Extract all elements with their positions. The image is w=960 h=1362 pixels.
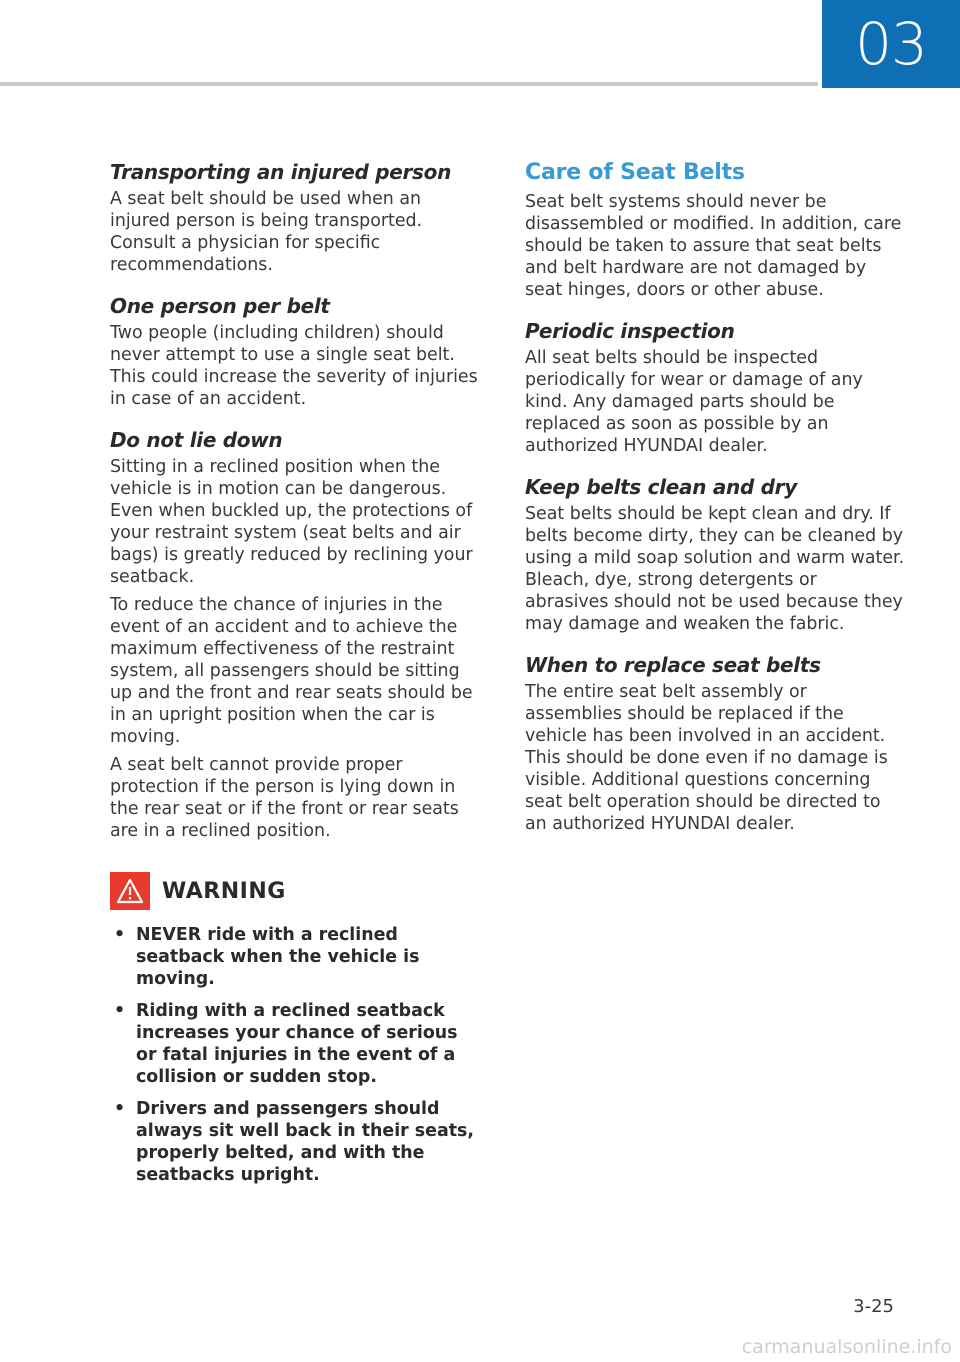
paragraph: A seat belt cannot provide proper protection if the person is lying down in the rear seat or if the front or rear seats are in a reclined position.: [110, 755, 459, 841]
paragraph: A seat belt should be used when an injured person is being transported. Consult a physician for specific recommendations.: [110, 189, 423, 275]
section-transporting: [110, 160, 480, 276]
warning-box: [110, 872, 480, 1186]
heading-keep-clean: Keep belts clean and dry: [525, 475, 797, 499]
watermark: carmanualsonline.info: [741, 1336, 952, 1358]
section-clean: [525, 475, 905, 635]
heading-care-of-seat-belts: Care of Seat Belts: [525, 160, 745, 185]
page-number: 3-25: [853, 1296, 894, 1317]
warning-title: WARNING: [162, 878, 286, 904]
heading-one-person: One person per belt: [110, 294, 330, 318]
paragraph: Seat belts should be kept clean and dry. If belts become dirty, they can be cleaned by using a mild soap solution and warm water. Bleach, dye, strong detergents or abrasives should not be used because they may damage and weaken the fabric.: [525, 504, 905, 634]
warning-triangle-icon: [110, 872, 150, 910]
section-replace: [525, 653, 905, 835]
header-rule: [0, 82, 818, 86]
paragraph: Sitting in a reclined position when the vehicle is in motion can be dangerous. Even when buckled up, the protections of your restraint system (seat belts and air bags) is greatly reduced by reclining your seatback.: [110, 457, 473, 587]
paragraph: The entire seat belt assembly or assemblies should be replaced if the vehicle has been involved in an accident. This should be done even if no damage is visible. Additional questions concerning seat belt operation should be directed to an authorized HYUNDAI dealer.: [525, 682, 888, 834]
section-care: [525, 160, 905, 301]
heading-lie-down: Do not lie down: [110, 428, 283, 452]
section-lie-down: [110, 428, 480, 842]
heading-replace: When to replace seat belts: [525, 653, 821, 677]
paragraph: Two people (including children) should never attempt to use a single seat belt. This could increase the severity of injuries in case of an accident.: [110, 323, 478, 409]
paragraph: Seat belt systems should never be disassembled or modified. In addition, care should be taken to assure that seat belts and belt hardware are not damaged by seat hinges, doors or other abuse.: [525, 192, 902, 300]
left-column: [110, 160, 480, 1196]
heading-periodic-inspection: Periodic inspection: [525, 319, 735, 343]
section-one-person: [110, 294, 480, 410]
warning-list: [110, 924, 480, 1186]
heading-transporting: Transporting an injured person: [110, 160, 452, 184]
warning-item: • Riding with a reclined seatback increases your chance of serious or fatal injuries in the event of a collision or sudden stop.: [114, 1001, 458, 1087]
paragraph: To reduce the chance of injuries in the event of an accident and to achieve the maximum effectiveness of the restraint system, all passengers should be sitting up and the front and rear seats should be in an upright position when the car is moving.: [110, 595, 473, 747]
right-column: [525, 160, 905, 853]
section-periodic: [525, 319, 905, 457]
warning-item: • NEVER ride with a reclined seatback when the vehicle is moving.: [114, 925, 420, 989]
warning-item: • Drivers and passengers should always sit well back in their seats, properly belted, and with the seatbacks upright.: [114, 1099, 474, 1185]
chapter-tab: 03: [822, 0, 960, 88]
warning-header: [110, 872, 480, 910]
paragraph: All seat belts should be inspected periodically for wear or damage of any kind. Any damaged parts should be replaced as soon as possible by an authorized HYUNDAI dealer.: [525, 348, 863, 456]
